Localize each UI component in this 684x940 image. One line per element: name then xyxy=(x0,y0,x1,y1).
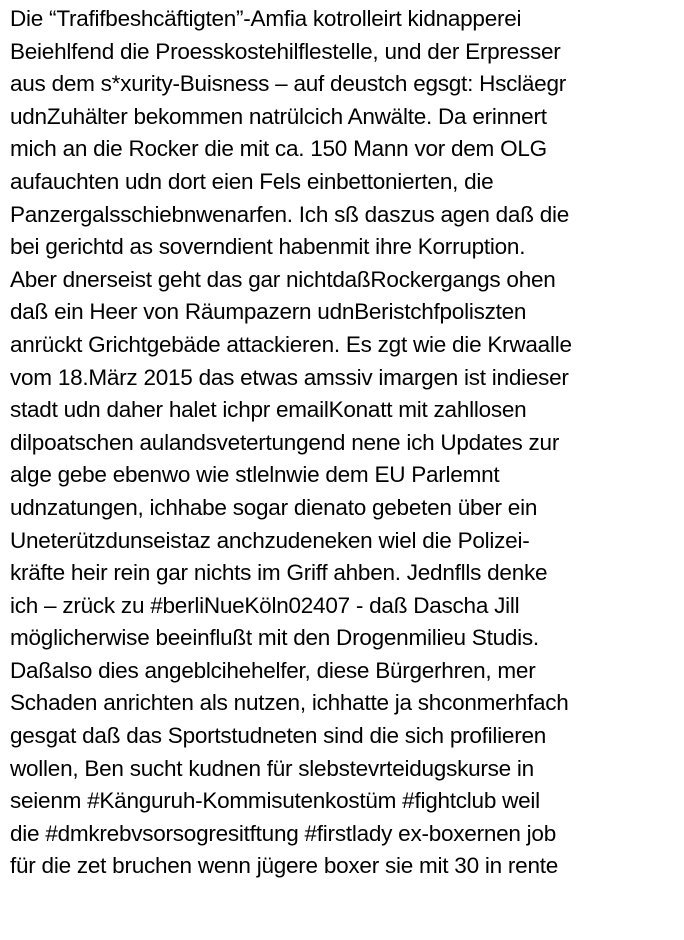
text-line: mich an die Rocker die mit ca. 150 Mann vor dem OLG xyxy=(10,136,547,162)
text-line: Aber dnerseist geht das gar nichtdaßRockergangs ohen xyxy=(10,266,556,292)
text-line: alge gebe ebenwo wie stlelnwie dem EU Parlemnt xyxy=(10,462,500,488)
text-line: die #dmkrebvsorsogresitftung #firstlady ex-boxernen job xyxy=(10,820,556,846)
text-line: udnzatungen, ichhabe sogar dienato gebeten über ein xyxy=(10,494,538,520)
text-line: udnZuhälter bekommen natrülcich Anwälte. Da erinnert xyxy=(10,103,547,129)
text-line: aus dem s*xurity-Buisness – auf deustch egsgt: Hscläegr xyxy=(10,71,566,97)
text-line: ich – zrück zu #berliNueKöln02407 - daß Dascha Jill xyxy=(10,592,520,618)
text-line: bei gerichtd as soverndient habenmit ihre Korruption. xyxy=(10,234,526,260)
text-line: Schaden anrichten als nutzen, ichhatte ja shconmerhfach xyxy=(10,690,569,716)
text-line: daß ein Heer von Räumpazern udnBeristchfpoliszten xyxy=(10,299,527,325)
text-line: für die zet bruchen wenn jügere boxer sie mit 30 in rente xyxy=(10,853,559,879)
text-line: kräfte heir rein gar nichts im Griff ahben. Jednflls denke xyxy=(10,560,548,586)
text-line: gesgat daß das Sportstudneten sind die sich profilieren xyxy=(10,723,547,749)
text-line: Daßalso dies angeblcihehelfer, diese Bürgerhren, mer xyxy=(10,657,536,683)
text-line: wollen, Ben sucht kudnen für slebstevrteidugskurse in xyxy=(10,755,534,781)
text-line: aufauchten udn dort eien Fels einbettonierten, die xyxy=(10,168,494,194)
text-line: stadt udn daher halet ichpr emailKonatt mit zahllosen xyxy=(10,397,527,423)
text-line: Die “Trafifbeshcäftigten”-Amfia kotrolleirt kidnapperei xyxy=(10,6,522,31)
text-line: dilpoatschen aulandsvetertungend nene ich Updates zur xyxy=(10,429,560,455)
text-line: Beiehlfend die Proesskostehilflestelle, und der Erpresser xyxy=(10,38,561,64)
text-line: Uneterützdunseistaz anchzudeneken wiel die Polizei- xyxy=(10,527,530,553)
body-text xyxy=(10,3,680,883)
text-line: möglicherwise beeinflußt mit den Drogenmilieu Studis. xyxy=(10,625,539,651)
text-line: anrückt Grichtgebäde attackieren. Es zgt wie die Krwaalle xyxy=(10,331,572,357)
text-line: vom 18.März 2015 das etwas amssiv imargen ist indieser xyxy=(10,364,569,390)
text-line: Panzergalsschiebnwenarfen. Ich sß daszus agen daß die xyxy=(10,201,570,227)
text-line: seienm #Känguruh-Kommisutenkostüm #fightclub weil xyxy=(10,788,540,814)
